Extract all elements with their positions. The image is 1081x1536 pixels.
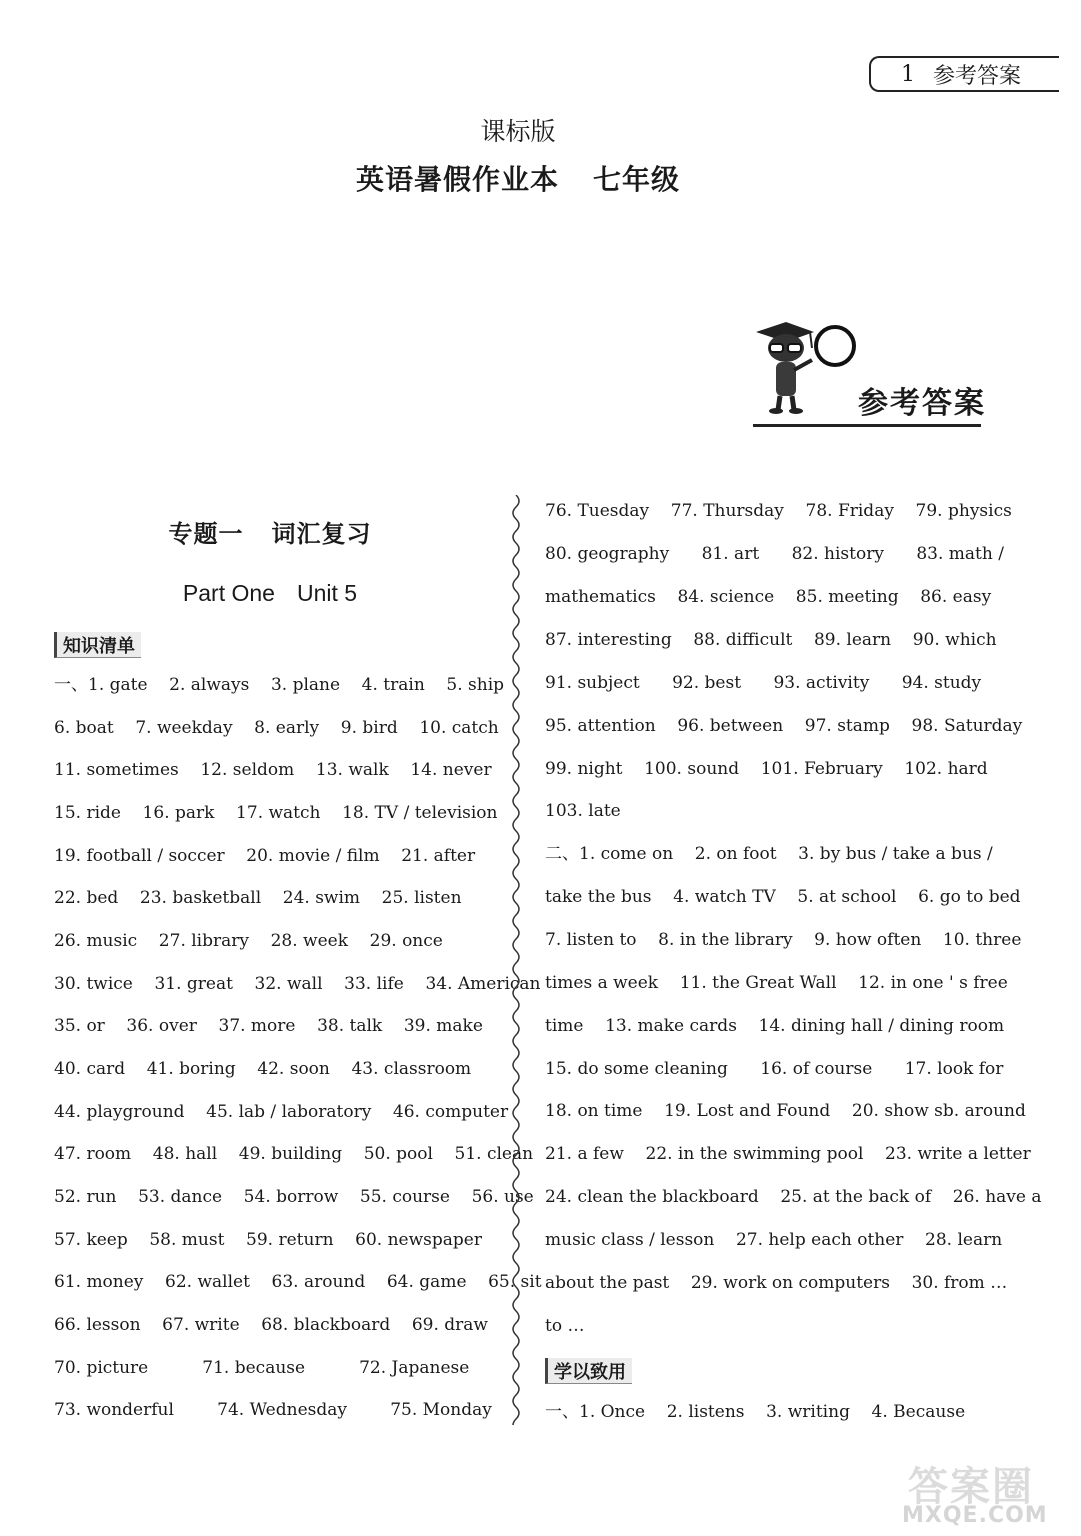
answer-line: 15. ride 16. park 17. watch 18. TV / television	[54, 803, 498, 823]
answer-line: 80. geography 81. art 82. history 83. math /	[545, 544, 1004, 564]
page-header-tab	[869, 56, 1059, 92]
answer-line: 66. lesson 67. write 68. blackboard 69. draw	[54, 1315, 488, 1335]
answer-line: 19. football / soccer 20. movie / film 21. after	[54, 846, 476, 866]
answer-line: 61. money 62. wallet 63. around 64. game 65. sit	[54, 1272, 542, 1292]
answer-line: 47. room 48. hall 49. building 50. pool 51. clean	[54, 1144, 534, 1164]
unit-title	[0, 580, 540, 607]
part-label: Part One	[182, 580, 275, 606]
answer-line: 二、1. come on 2. on foot 3. by bus / take a bus /	[545, 844, 993, 864]
answer-line: 一、1. Once 2. listens 3. writing 4. Because	[545, 1402, 966, 1422]
answer-line: 7. listen to 8. in the library 9. how often 10. three	[545, 930, 1022, 950]
section-label-knowledge: 知识清单	[54, 632, 141, 658]
column-divider	[508, 495, 524, 1425]
answer-line: 35. or 36. over 37. more 38. talk 39. make	[54, 1016, 483, 1036]
answer-line: 26. music 27. library 28. week 29. once	[54, 931, 443, 951]
answer-line: 18. on time 19. Lost and Found 20. show sb. around	[545, 1101, 1026, 1121]
answer-line: 103. late	[545, 801, 621, 821]
answer-line: 52. run 53. dance 54. borrow 55. course 56. use	[54, 1187, 534, 1207]
answer-line: 24. clean the blackboard 25. at the back of 26. have a	[545, 1187, 1042, 1207]
answer-line: 22. bed 23. basketball 24. swim 25. listen	[54, 888, 462, 908]
answer-line: 57. keep 58. must 59. return 60. newspaper	[54, 1230, 482, 1250]
book-title	[0, 158, 1036, 198]
answer-line: 40. card 41. boring 42. soon 43. classroom	[54, 1059, 472, 1079]
heading-underline	[753, 424, 981, 427]
book-title-grade: 七年级	[593, 163, 681, 196]
answer-line: 87. interesting 88. difficult 89. learn 90. which	[545, 630, 997, 650]
answer-line: mathematics 84. science 85. meeting 86. easy	[545, 587, 992, 607]
header-section-label: 参考答案	[933, 63, 1022, 89]
answer-line: music class / lesson 27. help each other 28. learn	[545, 1230, 1003, 1250]
book-title-main: 英语暑假作业本	[355, 163, 559, 196]
chapter-number: 专题一	[168, 520, 244, 548]
answer-line: 73. wonderful 74. Wednesday 75. Monday	[54, 1400, 492, 1420]
answer-line: take the bus 4. watch TV 5. at school 6. go to bed	[545, 887, 1021, 907]
scholar-mascot-icon	[748, 318, 863, 418]
watermark-url: MXQE.COM	[902, 1503, 1048, 1528]
answer-line: 15. do some cleaning 16. of course 17. look for	[545, 1059, 1004, 1079]
answer-line: 91. subject 92. best 93. activity 94. study	[545, 673, 982, 693]
unit-label: Unit 5	[296, 580, 358, 606]
watermark-text: 答案圈	[908, 1464, 1034, 1510]
answer-line: times a week 11. the Great Wall 12. in one ' s free	[545, 973, 1008, 993]
answer-line: about the past 29. work on computers 30. from …	[545, 1273, 1008, 1293]
answers-heading: 参考答案	[858, 386, 986, 421]
answer-line: 30. twice 31. great 32. wall 33. life 34. American	[54, 974, 541, 994]
answer-line: 95. attention 96. between 97. stamp 98. Saturday	[545, 716, 1023, 736]
answer-line: 76. Tuesday 77. Thursday 78. Friday 79. physics	[545, 501, 1012, 521]
section-label-apply: 学以致用	[545, 1358, 632, 1384]
page-number: 1	[901, 61, 915, 87]
answer-line: 44. playground 45. lab / laboratory 46. computer	[54, 1102, 509, 1122]
answer-line: to …	[545, 1316, 585, 1336]
answer-line: 11. sometimes 12. seldom 13. walk 14. never	[54, 760, 492, 780]
chapter-title	[0, 514, 540, 549]
answer-line: time 13. make cards 14. dining hall / dining room	[545, 1016, 1005, 1036]
edition-label: 课标版	[480, 117, 556, 146]
answer-line: 99. night 100. sound 101. February 102. hard	[545, 759, 988, 779]
answer-line: 70. picture 71. because 72. Japanese	[54, 1358, 470, 1378]
chapter-subtitle: 词汇复习	[271, 520, 372, 548]
answer-line: 一、1. gate 2. always 3. plane 4. train 5. ship	[54, 675, 505, 695]
watermark-logo	[902, 1455, 1072, 1530]
answer-line: 6. boat 7. weekday 8. early 9. bird 10. catch	[54, 718, 499, 738]
answer-line: 21. a few 22. in the swimming pool 23. write a letter	[545, 1144, 1031, 1164]
